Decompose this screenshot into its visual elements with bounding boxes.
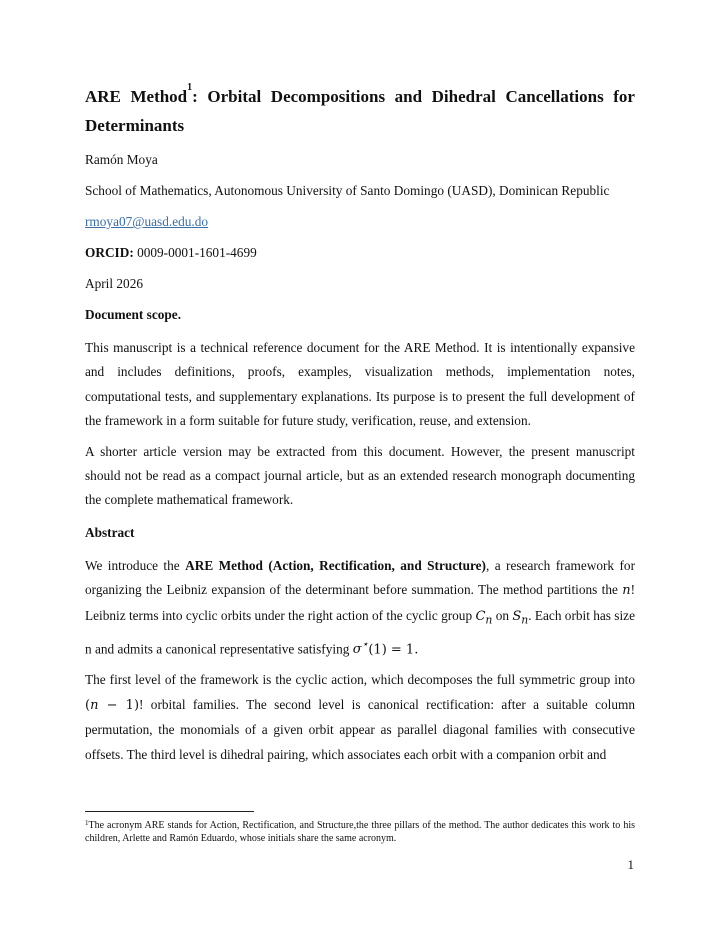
text-run: We introduce the	[85, 557, 186, 573]
page-number: 1	[627, 857, 634, 872]
math-symbol: σ	[352, 641, 362, 657]
footnote	[85, 819, 635, 845]
scope-paragraph-1: This manuscript is a technical reference document for the ARE Method. It is intentionally expansive and includes definitions, proofs, examples, visualization methods, implementation notes, computational tests, and supplementary explanations. Its purpose is to present the full development of the framework in a form suitable for future study, verification, reuse, and extension.	[85, 340, 635, 429]
abstract-paragraph-2	[85, 668, 635, 767]
math-expression: − 1)	[98, 697, 140, 713]
affiliation: School of Mathematics, Autonomous University of Santo Domingo (UASD), Dominican Republic	[85, 183, 610, 198]
math-n: n	[622, 583, 631, 599]
footnote-marker[interactable]: 1	[187, 82, 193, 93]
math-symbol: n	[90, 697, 99, 713]
title-text-rest: : Orbital Decompositions and Dihedral Cancellations for Determinants	[85, 87, 635, 135]
footnote-text: The acronym ARE stands for Action, Rectification, and Structure,the three pillars of the method. The author dedicates this work to his children, Arlette and Ramón Eduardo, whose initials share the same acronym.	[85, 820, 635, 844]
text-run: The first level of the framework is the cyclic action, which decomposes the full symmetric group into	[85, 672, 635, 688]
orcid-value: 0009-0001-1601-4699	[133, 245, 257, 260]
text-run: ! orbital families. The second level is canonical rectification: after a suitable column permutation, the monomials of a given orbit appear as parallel diagonal families with consecutive offsets. The third level is dihedral pairing, which associates each orbit with a companion orbit and	[85, 696, 635, 762]
author-name: Ramón Moya	[85, 152, 158, 167]
text-run: . Each orbit has size n and admits a canonical representative satisfying	[85, 607, 635, 656]
footnote-divider	[85, 811, 254, 812]
email-line	[85, 213, 635, 231]
footnote-number: 1	[85, 819, 89, 827]
title-text: ARE Method	[85, 87, 188, 106]
orcid-label: ORCID:	[85, 245, 134, 260]
math-symbol: C	[475, 608, 486, 624]
scope-heading: Document scope.	[85, 307, 182, 322]
main-content	[85, 82, 635, 773]
method-name-bold: ARE Method (Action, Rectification, and Structure)	[185, 557, 486, 573]
math-expression: (1) = 1.	[368, 641, 419, 657]
math-sigma-star	[352, 637, 369, 657]
math-symbol: S	[512, 608, 522, 624]
email-link[interactable]: rmoya07@uasd.edu.do	[85, 214, 209, 229]
abstract-heading: Abstract	[85, 524, 135, 540]
math-Sn	[512, 608, 529, 627]
math-superscript: ⋆	[361, 637, 369, 651]
scope-paragraph-2: A shorter article version may be extracted from this document. However, the present manuscript should not be read as a compact journal article, but as an extended research monograph documenting the complete mathematical framework.	[85, 443, 635, 508]
text-run: ! Leibniz terms into cyclic orbits under the right action of the cyclic group	[85, 582, 635, 623]
math-n-minus-1	[85, 698, 139, 713]
math-subscript: n	[521, 613, 529, 627]
math-paren: (	[85, 697, 91, 713]
text-run: , a research framework for organizing the Leibniz expansion of the determinant before summation. The method partitions the	[85, 557, 635, 598]
date-line: April 2026	[85, 276, 143, 291]
math-Cn	[475, 608, 493, 627]
paper-title	[85, 82, 635, 140]
text-run: on	[492, 607, 513, 623]
orcid-line	[85, 244, 635, 262]
abstract-paragraph-1	[85, 554, 635, 663]
math-subscript: n	[485, 613, 493, 627]
